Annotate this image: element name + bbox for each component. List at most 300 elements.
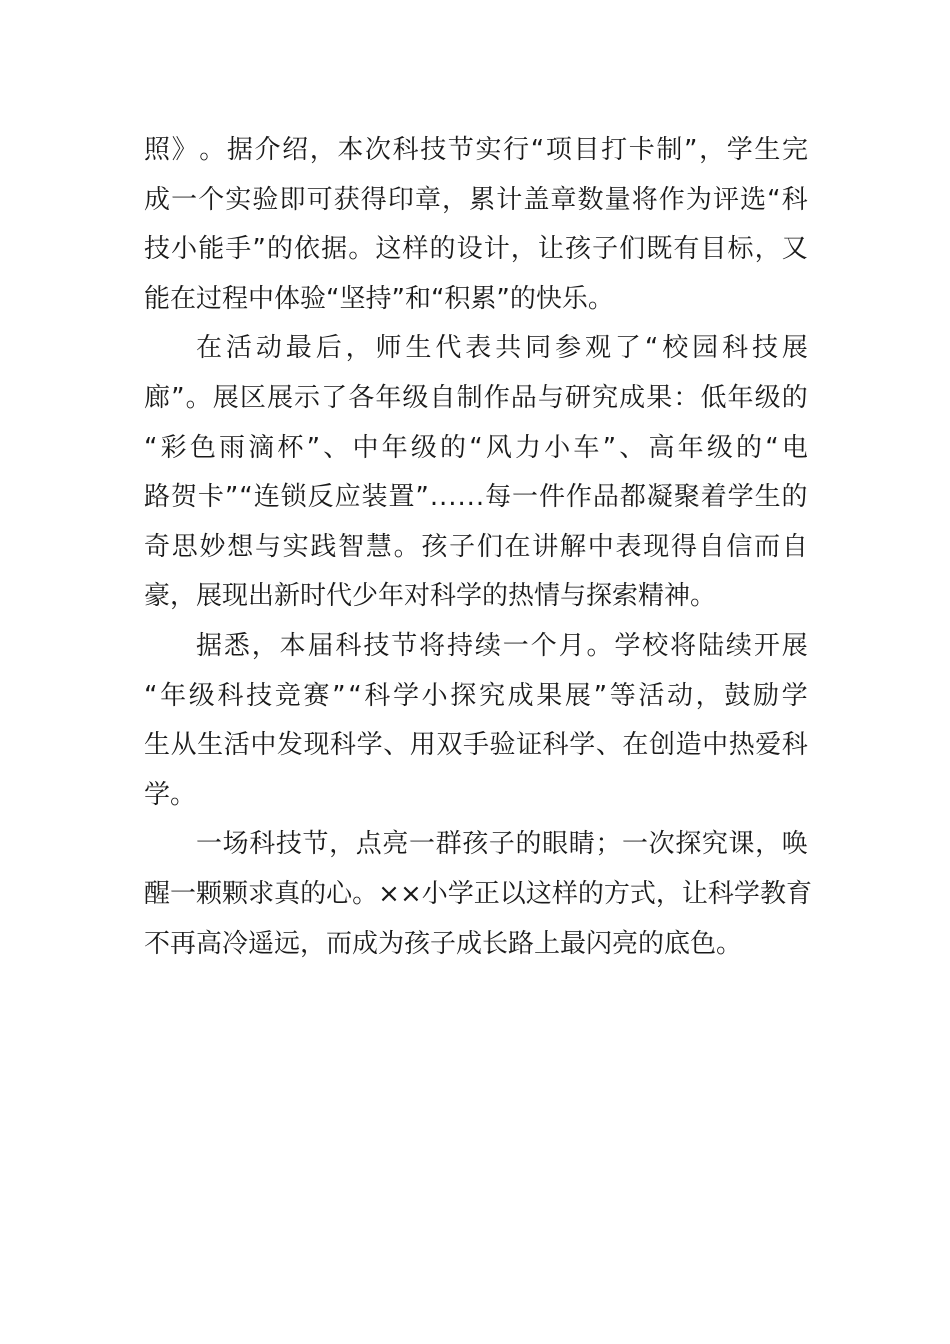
text-char: 展	[781, 630, 808, 661]
text-char: 开	[753, 630, 780, 661]
text-char: 科	[722, 333, 749, 364]
text-char: 讲	[532, 531, 559, 562]
text-char: ，	[755, 829, 782, 860]
text-line	[144, 523, 808, 573]
text-char: 样	[551, 878, 578, 909]
text-char: 从	[170, 730, 197, 761]
text-char: 一	[171, 184, 198, 215]
text-char: 创	[648, 730, 675, 761]
text-char: 级	[402, 382, 429, 413]
text-char: ，	[695, 680, 722, 711]
text-char: 小	[421, 680, 448, 711]
text-char: 能	[198, 234, 225, 265]
text-char: “	[530, 135, 545, 165]
text-char: 妙	[199, 531, 226, 562]
text-line	[144, 473, 808, 523]
text-char: 个	[530, 630, 557, 661]
text-char: 每	[485, 482, 512, 513]
text-char: ”	[306, 432, 321, 463]
text-char: 中	[352, 432, 379, 463]
text-char: 校	[642, 630, 669, 661]
text-char: 学	[781, 680, 808, 711]
text-char: 印	[387, 184, 414, 215]
text-char: 热	[728, 730, 755, 761]
text-line: 不再高冷遥远，而成为孩子成长路上最闪亮的底色。	[144, 928, 743, 959]
text-char: 置	[388, 482, 415, 513]
text-char: 。	[348, 234, 375, 265]
text-char: 章	[550, 184, 577, 215]
text-char: 电	[781, 432, 808, 463]
text-char: 学	[356, 730, 383, 761]
text-char: 校	[662, 333, 689, 364]
text-char: 成	[144, 184, 171, 215]
text-char: 的	[515, 829, 542, 860]
text-char: 技	[246, 680, 273, 711]
text-line	[144, 870, 812, 920]
text-char: 项	[545, 135, 572, 165]
text-char: 为	[685, 184, 712, 215]
text-char: 赛	[303, 680, 330, 711]
text-char: 锁	[280, 482, 307, 513]
text-char: 续	[725, 630, 752, 661]
text-char: 究	[478, 680, 505, 711]
text-char: 科	[249, 829, 276, 860]
text-line	[144, 672, 808, 722]
text-char: .	[439, 482, 448, 513]
text-char: 成	[507, 680, 534, 711]
text-char: 发	[276, 730, 303, 761]
text-char: 究	[701, 829, 728, 860]
text-char: 科	[364, 680, 391, 711]
text-char: 动	[255, 333, 282, 364]
text-char: 最	[285, 333, 312, 364]
text-char: 据	[226, 135, 253, 165]
text-char: 装	[361, 482, 388, 513]
text-char: 的	[736, 432, 763, 463]
text-char: ，	[309, 135, 336, 165]
text-char: 式	[629, 878, 656, 909]
text-char: 生	[144, 730, 171, 761]
text-char: 一	[502, 630, 529, 661]
text-char: 生	[754, 482, 781, 513]
text-char: 了	[321, 382, 348, 413]
text-char: 区	[239, 382, 266, 413]
text-char: 点	[355, 829, 382, 860]
text-char: 一	[170, 878, 197, 909]
text-char: 慧	[365, 531, 392, 562]
text-char: 用	[409, 730, 436, 761]
text-char: 造	[675, 730, 702, 761]
text-char: ”	[332, 680, 346, 711]
text-char: 的	[429, 234, 456, 265]
text-line	[144, 324, 808, 374]
text-char: 研	[564, 382, 591, 413]
text-char: .	[457, 482, 466, 513]
text-char: 聚	[673, 482, 700, 513]
text-char: 科	[330, 730, 357, 761]
text-char: 选	[740, 184, 767, 215]
text-char: ，	[345, 333, 372, 364]
text-char: 计	[496, 184, 523, 215]
text-char: 正	[473, 878, 500, 909]
text-char: 技	[420, 135, 447, 165]
text-char: “	[144, 432, 158, 463]
text-char: 孩	[421, 531, 448, 562]
text-char: 展	[781, 333, 808, 364]
text-char: 廊	[144, 382, 171, 413]
text-char: 与	[254, 531, 281, 562]
text-char: 年	[727, 382, 754, 413]
text-char: 盖	[523, 184, 550, 215]
text-char: 目	[700, 234, 727, 265]
text-char: 。	[199, 135, 226, 165]
text-char: 场	[222, 829, 249, 860]
text-char: 方	[603, 878, 630, 909]
text-char: 件	[538, 482, 565, 513]
text-char: 示	[294, 382, 321, 413]
text-char: 果	[536, 680, 563, 711]
text-char: 级	[754, 382, 781, 413]
text-char: ，	[754, 234, 781, 265]
text-char: 次	[648, 829, 675, 860]
text-line	[144, 721, 808, 771]
text-char: ”	[593, 680, 608, 711]
text-char: .	[466, 482, 475, 513]
text-char: 可	[306, 184, 333, 215]
text-line	[144, 424, 808, 474]
text-char: 这	[525, 878, 552, 909]
text-char: 次	[365, 135, 392, 165]
text-char: 、	[383, 730, 410, 761]
text-char: 作	[483, 382, 510, 413]
text-char: 技	[363, 630, 390, 661]
text-char: 观	[584, 333, 611, 364]
text-char: 着	[700, 482, 727, 513]
text-char: 得	[670, 531, 697, 562]
text-char: 年	[375, 382, 402, 413]
text-char: “	[348, 680, 362, 711]
text-char: “	[239, 482, 253, 513]
text-char: 中	[702, 730, 729, 761]
text-char: 反	[307, 482, 334, 513]
text-char: ”	[415, 482, 429, 513]
text-char: 的	[266, 234, 293, 265]
text-char: 解	[560, 531, 587, 562]
text-line	[144, 622, 808, 672]
text-char: 杯	[277, 432, 304, 463]
text-char: 年	[381, 432, 408, 463]
text-char: 将	[670, 630, 697, 661]
text-char: 睛	[568, 829, 595, 860]
text-char: 路	[144, 482, 171, 513]
text-char: 。	[586, 630, 613, 661]
text-char: 验	[489, 730, 516, 761]
text-char: 让	[537, 234, 564, 265]
text-char: 一	[196, 829, 223, 860]
text-line	[144, 176, 808, 226]
text-char: ，	[251, 630, 278, 661]
text-char: 凝	[646, 482, 673, 513]
text-char: 代	[435, 333, 462, 364]
text-char: 都	[619, 482, 646, 513]
text-char: 小	[544, 432, 571, 463]
text-char: 技	[275, 829, 302, 860]
text-char: 唤	[781, 829, 808, 860]
text-char: 的	[781, 382, 808, 413]
text-char: 据	[321, 234, 348, 265]
text-char: 一	[409, 829, 436, 860]
text-char: 打	[601, 135, 628, 165]
text-line	[144, 126, 808, 176]
text-char: 获	[333, 184, 360, 215]
text-char: 探	[675, 829, 702, 860]
text-char: 作	[658, 184, 685, 215]
text-char: “	[469, 432, 483, 463]
text-char: 子	[449, 531, 476, 562]
text-char: 群	[435, 829, 462, 860]
text-char: 样	[402, 234, 429, 265]
text-char: 据	[196, 630, 223, 661]
text-char: 品	[510, 382, 537, 413]
text-char: 孩	[564, 234, 591, 265]
text-char: 自	[429, 382, 456, 413]
text-char: 应	[334, 482, 361, 513]
text-char: 力	[515, 432, 542, 463]
text-char: 展	[212, 382, 239, 413]
text-char: 科	[707, 878, 734, 909]
text-char: 成	[619, 382, 646, 413]
text-char: 品	[592, 482, 619, 513]
text-char: “	[144, 680, 158, 711]
text-char: 科	[392, 135, 419, 165]
text-char: ，	[655, 878, 682, 909]
text-char: 学	[614, 630, 641, 661]
text-char: 学	[733, 878, 760, 909]
text-char: 奇	[144, 531, 171, 562]
text-char: 各	[348, 382, 375, 413]
text-char: 彩	[160, 432, 187, 463]
text-char: ”	[171, 382, 185, 413]
text-char: 量	[604, 184, 631, 215]
text-char: 依	[294, 234, 321, 265]
text-char: ”	[602, 432, 617, 463]
text-char: 、	[595, 730, 622, 761]
text-char: 后	[315, 333, 342, 364]
text-char: 生	[197, 730, 224, 761]
text-char: 践	[310, 531, 337, 562]
text-char: “	[767, 184, 781, 215]
text-char: 鼓	[724, 680, 751, 711]
text-char: 目	[573, 135, 600, 165]
text-char: 颗	[222, 878, 249, 909]
text-char: 心	[326, 878, 353, 909]
text-char: 励	[752, 680, 779, 711]
text-char: 科	[781, 184, 808, 215]
text-char: 的	[440, 432, 467, 463]
text-char: 级	[706, 432, 733, 463]
text-char: 智	[338, 531, 365, 562]
text-char: .	[448, 482, 457, 513]
text-char: 将	[419, 630, 446, 661]
text-line	[144, 374, 808, 424]
text-char: .	[429, 482, 439, 513]
text-char: 而	[754, 531, 781, 562]
text-char: 亮	[382, 829, 409, 860]
text-char: ×	[378, 878, 400, 909]
text-char: 既	[646, 234, 673, 265]
text-char: ×	[399, 878, 422, 909]
text-char: 学	[447, 878, 474, 909]
text-char: 的	[300, 878, 327, 909]
text-char: 活	[225, 333, 252, 364]
text-char: 探	[450, 680, 477, 711]
text-char: 在	[504, 531, 531, 562]
text-char: 以	[499, 878, 526, 909]
text-char: 展	[564, 680, 591, 711]
text-char: 续	[474, 630, 501, 661]
text-char: 生	[754, 135, 781, 165]
text-char: 师	[375, 333, 402, 364]
text-char: 了	[614, 333, 641, 364]
text-char: 自	[698, 531, 725, 562]
text-char: 级	[410, 432, 437, 463]
text-char: 作	[565, 482, 592, 513]
text-char: 这	[375, 234, 402, 265]
text-char: 风	[485, 432, 512, 463]
text-char: 思	[171, 531, 198, 562]
text-char: 在	[196, 333, 223, 364]
text-char: 与	[537, 382, 564, 413]
text-char: 设	[456, 234, 483, 265]
text-char: 科	[217, 680, 244, 711]
text-char: 本	[279, 630, 306, 661]
text-line	[144, 225, 808, 275]
text-char: 现	[643, 531, 670, 562]
text-char: 们	[619, 234, 646, 265]
text-char: 课	[728, 829, 755, 860]
text-char: 小	[421, 878, 448, 909]
text-char: 教	[759, 878, 786, 909]
text-char: 绍	[282, 135, 309, 165]
text-char: 孩	[462, 829, 489, 860]
text-char: 学	[569, 730, 596, 761]
text-char: 学	[727, 482, 754, 513]
text-char: 中	[250, 730, 277, 761]
text-char: 究	[592, 382, 619, 413]
text-char: 活	[638, 680, 665, 711]
text-char: 评	[712, 184, 739, 215]
text-char: 行	[503, 135, 530, 165]
text-char: 自	[781, 531, 808, 562]
text-char: 持	[447, 630, 474, 661]
text-char: 科	[781, 730, 808, 761]
text-char: 技	[144, 234, 171, 265]
text-char: 年	[677, 432, 704, 463]
text-char: ”	[252, 234, 266, 265]
text-char: 雨	[219, 432, 246, 463]
text-char: 们	[476, 531, 503, 562]
text-char: 想	[227, 531, 254, 562]
text-char: 学	[392, 680, 419, 711]
text-char: 即	[279, 184, 306, 215]
text-char: 累	[469, 184, 496, 215]
text-char: 求	[248, 878, 275, 909]
text-char: 一	[512, 482, 539, 513]
text-char: 醒	[144, 878, 171, 909]
text-char: 计	[483, 234, 510, 265]
text-char: 科	[335, 630, 362, 661]
text-char: 等	[609, 680, 636, 711]
text-char: 实	[225, 184, 252, 215]
text-char: 将	[631, 184, 658, 215]
text-char: 子	[592, 234, 619, 265]
text-char: ，	[510, 234, 537, 265]
text-char: 本	[337, 135, 364, 165]
article-body	[144, 126, 812, 969]
text-char: 。	[352, 878, 379, 909]
text-char: 动	[667, 680, 694, 711]
text-char: 贺	[170, 482, 197, 513]
text-char: 让	[681, 878, 708, 909]
text-char: 双	[436, 730, 463, 761]
text-char: 低	[700, 382, 727, 413]
text-char: 色	[189, 432, 216, 463]
text-char: 活	[223, 730, 250, 761]
text-char: 标	[727, 234, 754, 265]
text-line	[144, 820, 808, 870]
text-char: 信	[726, 531, 753, 562]
text-char: 月	[558, 630, 585, 661]
text-char: 表	[465, 333, 492, 364]
text-char: .	[475, 482, 485, 513]
text-char: 表	[615, 531, 642, 562]
text-char: 颗	[196, 878, 223, 909]
text-char: 车	[573, 432, 600, 463]
text-char: 果	[646, 382, 673, 413]
text-char: 。	[393, 531, 420, 562]
text-char: 又	[781, 234, 808, 265]
text-char: 眼	[542, 829, 569, 860]
text-char: 、	[619, 432, 646, 463]
text-char: 章	[414, 184, 441, 215]
text-char: 连	[253, 482, 280, 513]
text-char: 生	[405, 333, 432, 364]
text-char: ：	[673, 382, 700, 413]
text-char: 年	[160, 680, 187, 711]
text-char: 共	[495, 333, 522, 364]
text-char: 个	[198, 184, 225, 215]
text-char: 爱	[755, 730, 782, 761]
text-char: “	[644, 333, 659, 364]
text-char: ”	[683, 135, 698, 165]
text-char: ，	[699, 135, 726, 165]
text-char: 的	[577, 878, 604, 909]
text-char: 节	[447, 135, 474, 165]
text-char: 有	[673, 234, 700, 265]
text-char: ；	[595, 829, 622, 860]
text-char: 》	[171, 135, 198, 165]
text-char: 子	[488, 829, 515, 860]
text-char: 卡	[197, 482, 224, 513]
text-char: 竞	[274, 680, 301, 711]
text-char: 现	[303, 730, 330, 761]
text-char: 陆	[698, 630, 725, 661]
text-char: 得	[360, 184, 387, 215]
text-char: 节	[302, 829, 329, 860]
text-char: 小	[171, 234, 198, 265]
text-char: 展	[266, 382, 293, 413]
text-char: 数	[577, 184, 604, 215]
